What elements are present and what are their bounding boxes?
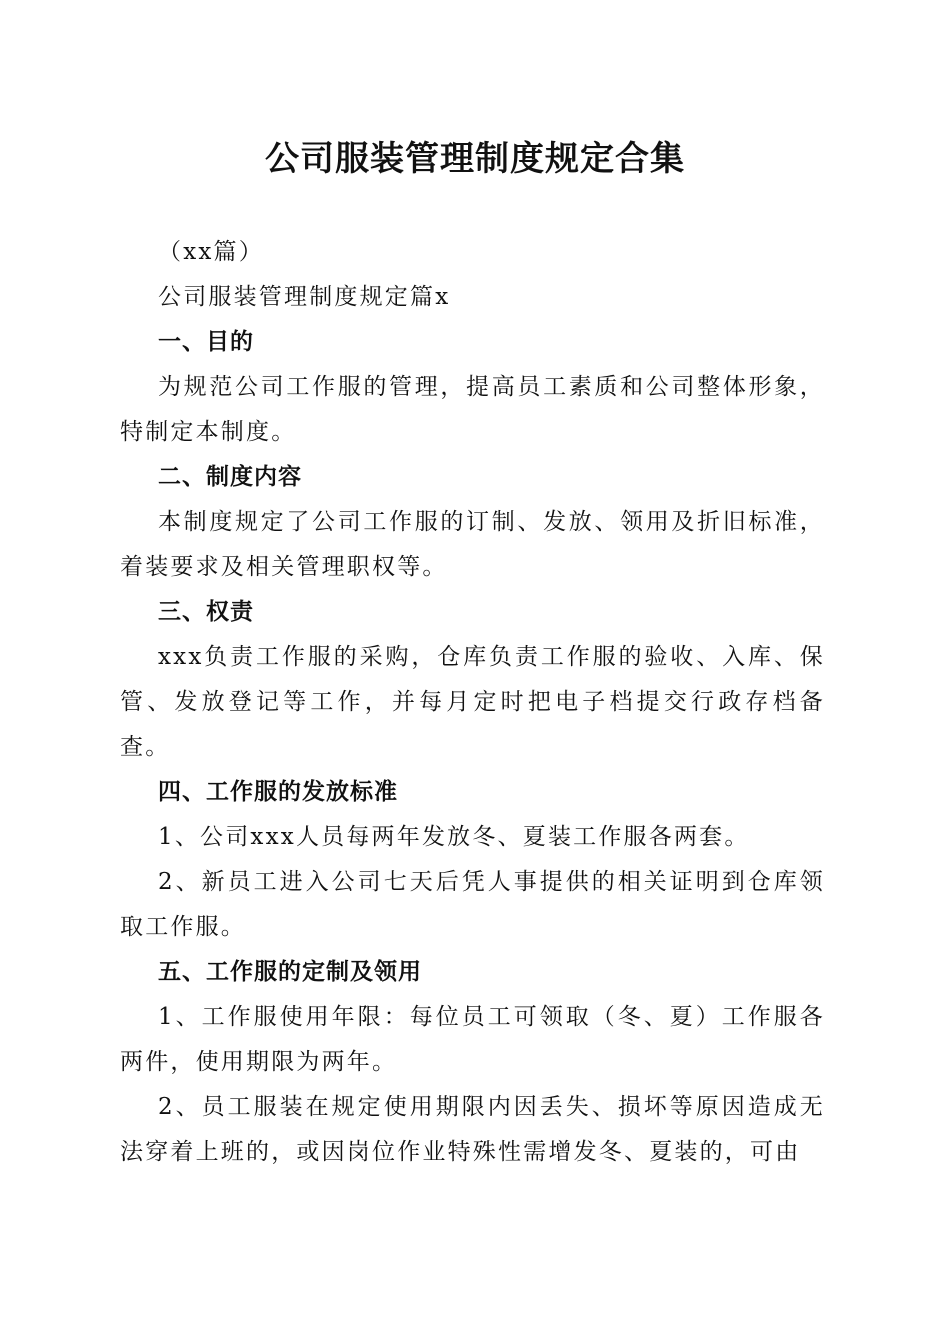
paragraph: 为规范公司工作服的管理，提高员工素质和公司整体形象，特制定本制度。: [120, 374, 825, 445]
section-heading-responsibilities: 三、权责: [158, 599, 254, 625]
paragraph: xxx负责工作服的采购，仓库负责工作服的验收、入库、保管、发放登记等工作，并每月定时把电子档提交行政存档备查。: [120, 644, 825, 760]
part-label: （xx篇）: [158, 239, 264, 265]
document-title: 公司服装管理制度规定合集: [265, 139, 685, 179]
section-heading-purpose: 一、目的: [158, 329, 254, 355]
section-heading-content: 二、制度内容: [158, 464, 302, 490]
section-heading-customization: 五、工作服的定制及领用: [158, 959, 422, 985]
document-body: [120, 230, 825, 1175]
paragraph: 2、新员工进入公司七天后凭人事提供的相关证明到仓库领取工作服。: [120, 869, 825, 940]
paragraph: 1、公司xxx人员每两年发放冬、夏装工作服各两套。: [158, 824, 750, 850]
paragraph: 2、员工服装在规定使用期限内因丢失、损坏等原因造成无法穿着上班的，或因岗位作业特殊性需增发冬、夏装的，可由: [120, 1094, 825, 1165]
paragraph: 本制度规定了公司工作服的订制、发放、领用及折旧标准，着装要求及相关管理职权等。: [120, 509, 825, 580]
section-heading-issue-standard: 四、工作服的发放标准: [158, 779, 398, 805]
document-subtitle: 公司服装管理制度规定篇x: [158, 284, 451, 310]
paragraph: 1、工作服使用年限：每位员工可领取（冬、夏）工作服各两件，使用期限为两年。: [120, 1004, 825, 1075]
